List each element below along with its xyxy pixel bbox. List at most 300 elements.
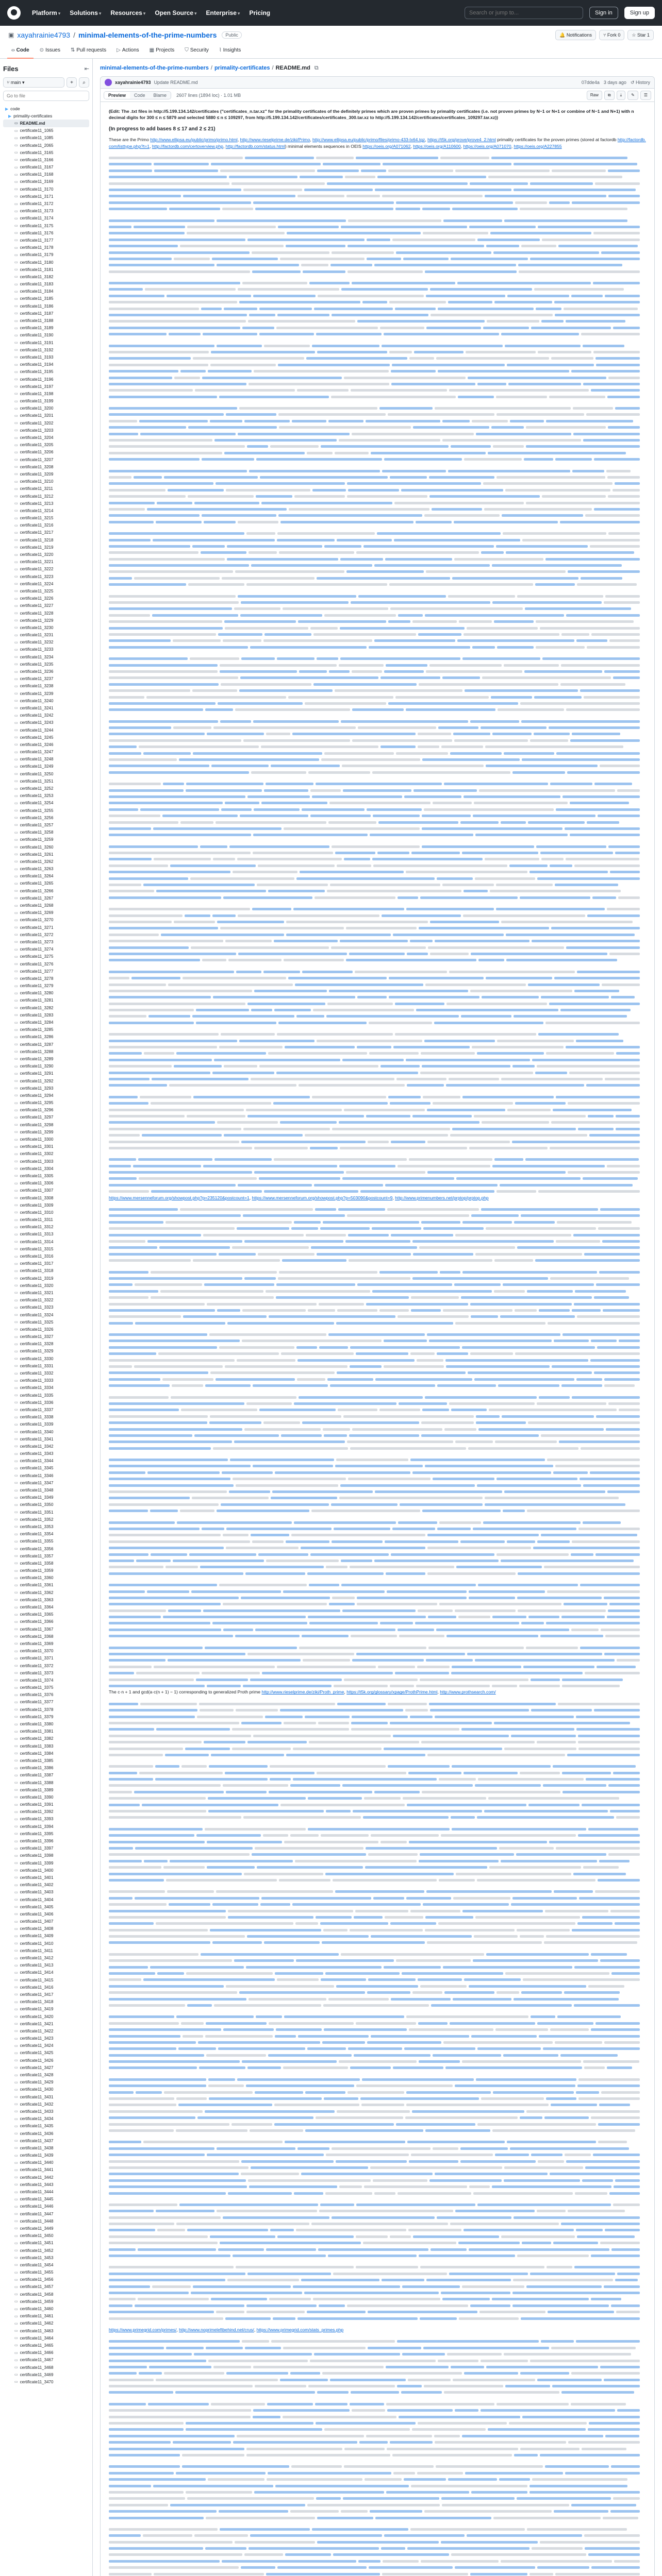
tree-file[interactable] xyxy=(3,1816,89,1823)
tree-file[interactable] xyxy=(3,1713,89,1720)
readme-link[interactable] xyxy=(576,639,607,642)
factordb-link[interactable]: http://factordb.com/status.html xyxy=(225,143,285,149)
readme-link[interactable] xyxy=(448,301,492,303)
readme-link[interactable] xyxy=(540,1635,603,1637)
tree-file[interactable] xyxy=(3,1509,89,1516)
readme-link[interactable] xyxy=(583,1177,638,1180)
readme-link[interactable] xyxy=(398,614,423,617)
readme-link[interactable] xyxy=(163,1616,306,1618)
readme-link[interactable] xyxy=(478,959,504,961)
readme-link[interactable] xyxy=(332,1540,383,1543)
readme-link[interactable] xyxy=(210,1929,321,1931)
tree-file[interactable] xyxy=(3,800,89,807)
readme-link[interactable] xyxy=(352,1659,424,1662)
readme-link[interactable] xyxy=(514,2454,538,2456)
readme-link[interactable] xyxy=(582,1804,640,1806)
readme-link[interactable] xyxy=(109,482,213,485)
readme-link[interactable] xyxy=(526,2285,602,2288)
readme-link[interactable] xyxy=(427,1109,505,1111)
tree-file[interactable] xyxy=(3,1648,89,1655)
readme-link[interactable] xyxy=(514,1221,555,1224)
readme-link[interactable] xyxy=(399,1402,447,1405)
tree-file[interactable] xyxy=(3,1699,89,1706)
readme-link[interactable] xyxy=(198,2041,320,2044)
readme-link[interactable] xyxy=(407,1084,444,1087)
readme-link[interactable] xyxy=(278,226,339,228)
readme-link[interactable] xyxy=(539,1309,570,1312)
readme-link[interactable] xyxy=(325,1873,454,1875)
readme-link[interactable] xyxy=(391,1234,453,1236)
tree-file[interactable] xyxy=(3,2166,89,2174)
readme-link[interactable] xyxy=(271,765,340,767)
readme-link[interactable] xyxy=(109,314,247,316)
tree-file[interactable] xyxy=(3,1414,89,1421)
readme-link[interactable] xyxy=(342,1177,454,1180)
tree-file[interactable] xyxy=(3,1011,89,1019)
readme-link[interactable] xyxy=(507,2141,596,2143)
readme-link[interactable] xyxy=(243,1214,345,1217)
readme-link[interactable] xyxy=(506,934,635,936)
readme-link[interactable] xyxy=(528,1804,580,1806)
tree-file[interactable] xyxy=(3,2042,89,2049)
readme-link[interactable] xyxy=(218,702,303,705)
readme-link[interactable] xyxy=(477,2047,541,2050)
readme-link[interactable] xyxy=(220,2528,310,2531)
readme-link[interactable] xyxy=(414,351,464,353)
readme-link[interactable] xyxy=(412,1115,472,1117)
readme-link[interactable] xyxy=(138,1158,212,1161)
readme-link[interactable] xyxy=(516,1853,606,1856)
readme-link[interactable] xyxy=(528,1616,559,1618)
readme-link[interactable] xyxy=(350,1365,382,1368)
readme-link[interactable] xyxy=(595,2022,640,2025)
readme-link[interactable] xyxy=(583,383,640,385)
tree-file[interactable] xyxy=(3,1245,89,1252)
readme-link[interactable] xyxy=(293,1778,437,1781)
readme-link[interactable] xyxy=(237,1227,289,1230)
tree-file[interactable] xyxy=(3,405,89,412)
readme-link[interactable] xyxy=(541,2340,574,2343)
readme-link[interactable] xyxy=(294,1402,396,1405)
tree-file[interactable] xyxy=(3,1882,89,1889)
readme-link[interactable] xyxy=(217,345,262,347)
readme-link[interactable] xyxy=(345,1240,410,1243)
readme-link[interactable] xyxy=(221,1503,329,1506)
readme-link[interactable] xyxy=(109,1333,207,1336)
readme-link[interactable] xyxy=(358,2560,380,2563)
readme-link[interactable] xyxy=(109,1459,228,1461)
readme-link[interactable] xyxy=(148,1015,190,1018)
readme-link[interactable] xyxy=(316,2497,341,2500)
readme-link[interactable] xyxy=(362,301,387,303)
readme-link[interactable] xyxy=(324,2097,358,2100)
readme-link[interactable] xyxy=(109,1584,217,1586)
readme-link[interactable] xyxy=(492,2298,589,2300)
readme-link[interactable] xyxy=(498,1384,559,1387)
readme-link[interactable] xyxy=(109,1647,203,1649)
tree-file[interactable] xyxy=(3,164,89,171)
readme-link[interactable] xyxy=(443,1966,572,1969)
tab-code[interactable]: ‹› Code xyxy=(7,44,34,59)
readme-link[interactable] xyxy=(374,564,490,567)
readme-link[interactable] xyxy=(502,1415,594,1418)
readme-link[interactable] xyxy=(191,1590,281,1593)
readme-link[interactable] xyxy=(109,996,211,998)
readme-link[interactable] xyxy=(572,1309,601,1312)
readme-link[interactable] xyxy=(211,2298,267,2300)
readme-link[interactable] xyxy=(387,1590,467,1593)
readme-link[interactable] xyxy=(161,934,284,936)
tree-file[interactable] xyxy=(3,1728,89,1735)
tree-file[interactable] xyxy=(3,968,89,975)
readme-link[interactable] xyxy=(109,877,188,880)
readme-link[interactable] xyxy=(207,2154,324,2156)
readme-link[interactable] xyxy=(430,921,499,923)
readme-link[interactable] xyxy=(437,1384,496,1387)
readme-link[interactable] xyxy=(239,1040,315,1042)
readme-link[interactable] xyxy=(555,458,592,461)
readme-link[interactable] xyxy=(109,195,181,197)
readme-link[interactable] xyxy=(308,1797,362,1800)
readme-link[interactable] xyxy=(391,370,436,372)
readme-link[interactable] xyxy=(109,1941,210,1944)
readme-link[interactable] xyxy=(525,1158,639,1161)
tree-file[interactable] xyxy=(3,1552,89,1560)
readme-link[interactable] xyxy=(610,2510,640,2513)
tree-file[interactable] xyxy=(3,2086,89,2093)
tree-file[interactable] xyxy=(3,1479,89,1486)
tree-file[interactable] xyxy=(3,792,89,800)
readme-link[interactable] xyxy=(573,1234,640,1236)
readme-link[interactable] xyxy=(177,1521,292,1524)
readme-link[interactable] xyxy=(390,476,427,479)
tree-file[interactable] xyxy=(3,156,89,163)
tree-file[interactable] xyxy=(3,756,89,763)
readme-link[interactable] xyxy=(386,2491,469,2494)
tree-file[interactable] xyxy=(3,851,89,858)
readme-link[interactable] xyxy=(422,208,450,210)
readme-link[interactable] xyxy=(275,2485,409,2487)
tree-file[interactable] xyxy=(3,1019,89,1026)
readme-link[interactable] xyxy=(109,189,241,191)
readme-link[interactable] xyxy=(109,2547,203,2550)
readme-link[interactable] xyxy=(322,2041,365,2044)
commit-author[interactable]: xayahrainie4793 xyxy=(115,80,151,85)
readme-link[interactable] xyxy=(579,1897,640,1900)
readme-link[interactable] xyxy=(380,1065,420,1067)
readme-link[interactable] xyxy=(109,2054,204,2057)
readme-link[interactable] xyxy=(214,1158,272,1161)
readme-link[interactable] xyxy=(356,1352,408,1355)
tree-file[interactable] xyxy=(3,288,89,295)
readme-link[interactable] xyxy=(611,2465,640,2468)
tree-file[interactable] xyxy=(3,1516,89,1523)
readme-link[interactable] xyxy=(566,2160,640,2163)
readme-link[interactable] xyxy=(600,1959,640,1962)
tree-file[interactable] xyxy=(3,2371,89,2378)
readme-link[interactable] xyxy=(341,288,428,291)
readme-link[interactable] xyxy=(285,1046,355,1048)
readme-link[interactable] xyxy=(247,2273,331,2275)
readme-link[interactable] xyxy=(109,2428,184,2431)
readme-link[interactable] xyxy=(420,896,518,899)
readme-link[interactable] xyxy=(245,2347,281,2349)
code-tab[interactable]: Code xyxy=(130,92,150,99)
nav-enterprise[interactable]: Enterprise ▾ xyxy=(206,9,240,16)
readme-link[interactable] xyxy=(435,1716,574,1718)
readme-link[interactable] xyxy=(567,771,640,774)
readme-link[interactable] xyxy=(213,996,355,998)
tree-file[interactable] xyxy=(3,953,89,960)
readme-link[interactable] xyxy=(488,452,626,454)
tree-file[interactable] xyxy=(3,493,89,500)
readme-link[interactable] xyxy=(468,377,606,379)
readme-link[interactable] xyxy=(268,2054,352,2057)
readme-link[interactable] xyxy=(202,1528,224,1530)
readme-link[interactable] xyxy=(138,2248,216,2251)
tree-file[interactable] xyxy=(3,777,89,785)
readme-link[interactable] xyxy=(530,258,640,260)
readme-link[interactable] xyxy=(562,1791,640,1793)
readme-link[interactable] xyxy=(305,2091,345,2094)
readme-link[interactable] xyxy=(109,327,240,329)
readme-link[interactable] xyxy=(589,1134,640,1137)
tree-file[interactable] xyxy=(3,938,89,945)
readme-link[interactable] xyxy=(442,420,470,422)
readme-link[interactable] xyxy=(521,1622,544,1624)
readme-link[interactable] xyxy=(327,1378,373,1381)
tree-file[interactable] xyxy=(3,1574,89,1582)
tree-file[interactable] xyxy=(3,712,89,719)
tree-file[interactable] xyxy=(3,1209,89,1216)
tree-file[interactable] xyxy=(3,2006,89,2013)
readme-link[interactable] xyxy=(587,821,619,824)
readme-link[interactable] xyxy=(207,733,264,735)
readme-link[interactable] xyxy=(585,2166,640,2169)
readme-link[interactable] xyxy=(309,282,350,284)
readme-link[interactable] xyxy=(109,2347,164,2349)
readme-link[interactable] xyxy=(109,2304,133,2307)
readme-link[interactable] xyxy=(588,1115,614,1117)
readme-link[interactable] xyxy=(475,834,568,836)
readme-link[interactable] xyxy=(384,1748,502,1750)
readme-link[interactable] xyxy=(377,852,409,854)
readme-link[interactable] xyxy=(366,1115,410,1117)
readme-link[interactable] xyxy=(536,845,606,848)
readme-link[interactable] xyxy=(170,1860,293,1862)
tree-file[interactable] xyxy=(3,368,89,376)
readme-link[interactable] xyxy=(342,1609,416,1612)
readme-link[interactable] xyxy=(367,239,390,241)
readme-link[interactable] xyxy=(153,2485,273,2487)
tree-file[interactable] xyxy=(3,2232,89,2240)
tree-file[interactable] xyxy=(3,1107,89,1114)
readme-link[interactable] xyxy=(492,564,622,567)
readme-link[interactable] xyxy=(512,2292,640,2294)
readme-link[interactable] xyxy=(553,2242,598,2244)
readme-link[interactable] xyxy=(404,795,461,798)
readme-link[interactable] xyxy=(109,2179,246,2182)
tree-file[interactable] xyxy=(3,185,89,193)
readme-link[interactable] xyxy=(109,946,189,949)
tree-file[interactable] xyxy=(3,1925,89,1933)
readme-link[interactable] xyxy=(451,445,491,448)
readme-link[interactable] xyxy=(610,871,640,873)
readme-link[interactable] xyxy=(491,426,524,429)
readme-link[interactable] xyxy=(274,2123,394,2126)
readme-link[interactable] xyxy=(249,314,275,316)
readme-link[interactable] xyxy=(256,495,292,498)
readme-link[interactable] xyxy=(363,1816,449,1819)
tree-file[interactable] xyxy=(3,2093,89,2100)
readme-link[interactable] xyxy=(196,1009,249,1011)
tree-file[interactable] xyxy=(3,1399,89,1406)
readme-link[interactable] xyxy=(590,1471,640,1474)
readme-link[interactable] xyxy=(253,2409,350,2412)
readme-link[interactable] xyxy=(219,396,329,398)
readme-link[interactable] xyxy=(277,314,329,316)
readme-link[interactable] xyxy=(261,502,392,504)
readme-link[interactable] xyxy=(238,595,356,598)
readme-link[interactable] xyxy=(476,433,571,435)
readme-link[interactable] xyxy=(203,1165,337,1167)
readme-link[interactable] xyxy=(399,2416,520,2418)
readme-link[interactable] xyxy=(381,2547,405,2550)
readme-link[interactable] xyxy=(165,1754,209,1756)
readme-link[interactable] xyxy=(571,2504,636,2506)
readme-link[interactable] xyxy=(109,2192,226,2195)
readme-link[interactable] xyxy=(437,1352,468,1355)
readme-link[interactable] xyxy=(109,1484,234,1487)
readme-link[interactable] xyxy=(109,1102,148,1105)
readme-link[interactable] xyxy=(109,1434,192,1437)
readme-link[interactable] xyxy=(481,2409,615,2412)
readme-link[interactable] xyxy=(396,2123,475,2126)
tree-file[interactable] xyxy=(3,2364,89,2371)
readme-link[interactable] xyxy=(109,239,245,241)
readme-link[interactable] xyxy=(168,1659,301,1662)
readme-link[interactable] xyxy=(156,1728,230,1731)
readme-link[interactable] xyxy=(477,239,540,241)
readme-link[interactable] xyxy=(261,802,327,804)
readme-link[interactable] xyxy=(382,345,503,347)
readme-link[interactable] xyxy=(189,1553,256,1556)
readme-link[interactable] xyxy=(276,2028,322,2031)
readme-link[interactable] xyxy=(227,558,338,561)
readme-link[interactable] xyxy=(249,2185,337,2188)
readme-link[interactable] xyxy=(497,646,534,649)
readme-link[interactable] xyxy=(280,1121,337,1124)
readme-link[interactable] xyxy=(303,270,345,273)
tree-file[interactable] xyxy=(3,1830,89,1837)
readme-link[interactable] xyxy=(548,2311,614,2313)
readme-link[interactable] xyxy=(301,2279,379,2281)
readme-link[interactable] xyxy=(510,420,544,422)
readme-link[interactable] xyxy=(294,1221,321,1224)
readme-link[interactable] xyxy=(470,2304,510,2307)
readme-link[interactable] xyxy=(512,1897,577,1900)
readme-link[interactable] xyxy=(263,971,300,973)
readme-link[interactable] xyxy=(316,2422,416,2425)
readme-link[interactable] xyxy=(366,1847,497,1850)
readme-link[interactable] xyxy=(109,2311,214,2313)
tree-file[interactable] xyxy=(3,866,89,873)
readme-link[interactable] xyxy=(546,1622,640,1624)
tree-file[interactable] xyxy=(3,1026,89,1033)
tree-file[interactable] xyxy=(3,229,89,236)
readme-link[interactable] xyxy=(380,1622,413,1624)
readme-link[interactable] xyxy=(298,620,386,623)
tree-file[interactable] xyxy=(3,2057,89,2064)
readme-link[interactable] xyxy=(109,1616,161,1618)
readme-link[interactable] xyxy=(424,1040,495,1042)
readme-link[interactable] xyxy=(237,2078,360,2081)
readme-link[interactable] xyxy=(456,1177,581,1180)
readme-link[interactable] xyxy=(576,1728,640,1731)
readme-link[interactable] xyxy=(193,1096,310,1098)
readme-link[interactable] xyxy=(236,971,261,973)
readme-link[interactable] xyxy=(109,1728,154,1731)
tree-file[interactable] xyxy=(3,1874,89,1881)
readme-link[interactable] xyxy=(574,990,619,992)
tree-file[interactable] xyxy=(3,2313,89,2320)
readme-link[interactable] xyxy=(418,1978,462,1981)
readme-link[interactable] xyxy=(109,1221,163,1224)
readme-link[interactable] xyxy=(599,1271,640,1274)
readme-link[interactable] xyxy=(567,1754,640,1756)
readme-link[interactable] xyxy=(600,2366,640,2368)
tree-file[interactable] xyxy=(3,485,89,493)
readme-link[interactable] xyxy=(109,1409,179,1411)
readme-link[interactable] xyxy=(109,1873,242,1875)
readme-link[interactable] xyxy=(109,726,171,729)
readme-link[interactable] xyxy=(512,2304,609,2307)
readme-link[interactable] xyxy=(159,1246,230,1249)
crus-link[interactable]: http://www.noprimeleftbehind.net/crus/ xyxy=(179,2327,254,2332)
tree-file[interactable] xyxy=(3,675,89,683)
readme-link[interactable] xyxy=(109,1290,158,1293)
readme-link[interactable] xyxy=(109,2441,171,2444)
readme-link[interactable] xyxy=(409,1841,547,1843)
tree-folder[interactable] xyxy=(3,105,89,112)
readme-link[interactable] xyxy=(302,1635,349,1637)
readme-link[interactable] xyxy=(562,1679,623,1681)
readme-link[interactable] xyxy=(217,2147,295,2150)
readme-link[interactable] xyxy=(109,795,245,798)
readme-link[interactable] xyxy=(551,927,640,929)
readme-link[interactable] xyxy=(580,689,640,692)
readme-link[interactable] xyxy=(270,1778,291,1781)
readme-link[interactable] xyxy=(357,996,387,998)
breadcrumb-repo[interactable]: minimal-elements-of-the-prime-numbers xyxy=(100,65,209,71)
readme-link[interactable] xyxy=(572,201,640,204)
tree-file[interactable] xyxy=(3,1070,89,1077)
readme-link[interactable] xyxy=(577,1922,613,1925)
readme-link[interactable] xyxy=(442,676,480,679)
tree-file[interactable] xyxy=(3,515,89,522)
tree-file[interactable] xyxy=(3,2174,89,2181)
readme-link[interactable] xyxy=(469,1590,545,1593)
readme-link[interactable] xyxy=(611,2304,640,2307)
tree-file[interactable] xyxy=(3,1421,89,1428)
readme-link[interactable] xyxy=(329,670,350,673)
nav-platform[interactable]: Platform ▾ xyxy=(32,9,61,16)
readme-link[interactable] xyxy=(356,157,438,159)
readme-link[interactable] xyxy=(356,1653,465,1655)
readme-link[interactable] xyxy=(589,2422,640,2425)
readme-link[interactable] xyxy=(472,646,495,649)
readme-link[interactable] xyxy=(109,959,200,961)
